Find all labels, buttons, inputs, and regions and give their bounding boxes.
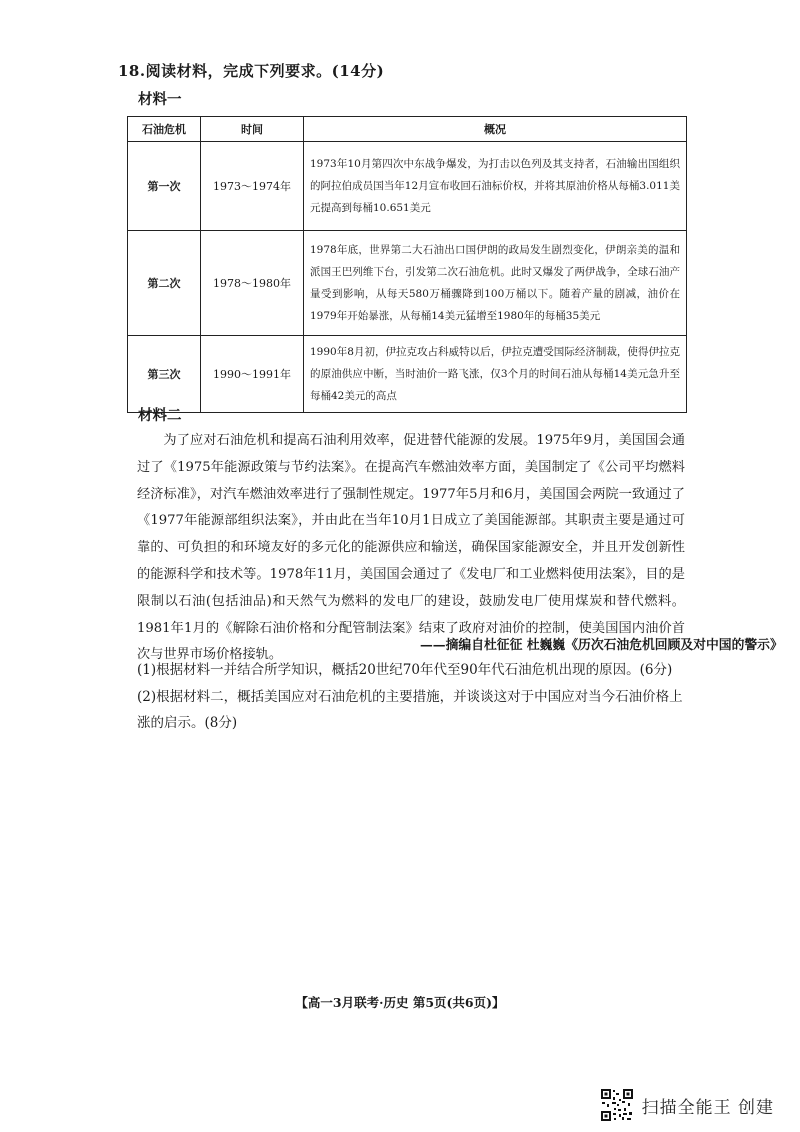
crisis-description: 1990年8月初，伊拉克攻占科威特以后，伊拉克遭受国际经济制裁，使得伊拉克的原油供应中断，当时油价一路飞涨，仅3个月的时间石油从每桶14美元急升至每桶42美元的高点 (304, 336, 687, 413)
table-row (128, 142, 687, 231)
question-title: 18.阅读材料，完成下列要求。(14分) (118, 62, 385, 80)
crisis-name: 第三次 (128, 336, 201, 413)
crisis-name: 第二次 (128, 231, 201, 336)
table-row (128, 336, 687, 413)
watermark-text: 扫描全能王 创建 (641, 1097, 774, 1118)
material1-label: 材料一 (138, 91, 182, 108)
table-header-row (128, 117, 687, 142)
table-header-cell: 石油危机 (128, 117, 201, 142)
crisis-time: 1973～1974年 (201, 142, 304, 231)
crisis-time: 1990～1991年 (201, 336, 304, 413)
material2-source: ——摘编自杜征征 杜巍巍《历次石油危机回顾及对中国的警示》 (420, 638, 783, 653)
oil-crisis-table (127, 116, 687, 413)
sub-question-1: (1)根据材料一并结合所学知识，概括20世纪70年代至90年代石油危机出现的原因。(6分) (137, 662, 673, 678)
material2-label: 材料二 (138, 407, 182, 424)
crisis-description: 1978年底，世界第二大石油出口国伊朗的政局发生剧烈变化，伊朗亲美的温和派国王巴列维下台，引发第二次石油危机。此时又爆发了两伊战争，全球石油产量受到影响，从每天580万桶骤降到100万桶以下。随着产量的剧减，油价在1979年开始暴涨，从每桶14美元猛增至1980年的每桶35美元 (304, 231, 687, 336)
material2-body: 为了应对石油危机和提高石油利用效率，促进替代能源的发展。1975年9月，美国国会通过了《1975年能源政策与节约法案》。在提高汽车燃油效率方面，美国制定了《公司平均燃料经济标准》，对汽车燃油效率进行了强制性规定。1977年5月和6月，美国国会两院一致通过了《1977年能源部组织法案》，并由此在当年10月1日成立了美国能源部。其职责主要是通过可靠的、可负担的和环境友好的多元化的能源供应和输送，确保国家能源安全，并且开发创新性的能源科学和技术等。1978年11月，美国国会通过了《发电厂和工业燃料使用法案》，目的是限制以石油(包括油品)和天然气为燃料的发电厂的建设，鼓励发电厂使用煤炭和替代燃料。1981年1月的《解除石油价格和分配管制法案》结束了政府对油价的控制，使美国国内油价首次与世界市场价格接轨。 (137, 433, 685, 663)
table-row (128, 231, 687, 336)
qr-code-icon (600, 1088, 634, 1122)
page-footer: 【高一3月联考·历史 第5页(共6页)】 (295, 995, 505, 1010)
table-header-cell: 时间 (201, 117, 304, 142)
table-header-cell: 概况 (304, 117, 687, 142)
crisis-name: 第一次 (128, 142, 201, 231)
sub-question-2: (2)根据材料二，概括美国应对石油危机的主要措施，并谈谈这对于中国应对当今石油价格上涨的启示。(8分) (137, 689, 683, 731)
crisis-description: 1973年10月第四次中东战争爆发，为打击以色列及其支持者，石油输出国组织的阿拉伯成员国当年12月宣布收回石油标价权，并将其原油价格从每桶3.011美元提高到每桶10.651美元 (304, 142, 687, 231)
crisis-time: 1978～1980年 (201, 231, 304, 336)
scanner-watermark (600, 1088, 774, 1122)
